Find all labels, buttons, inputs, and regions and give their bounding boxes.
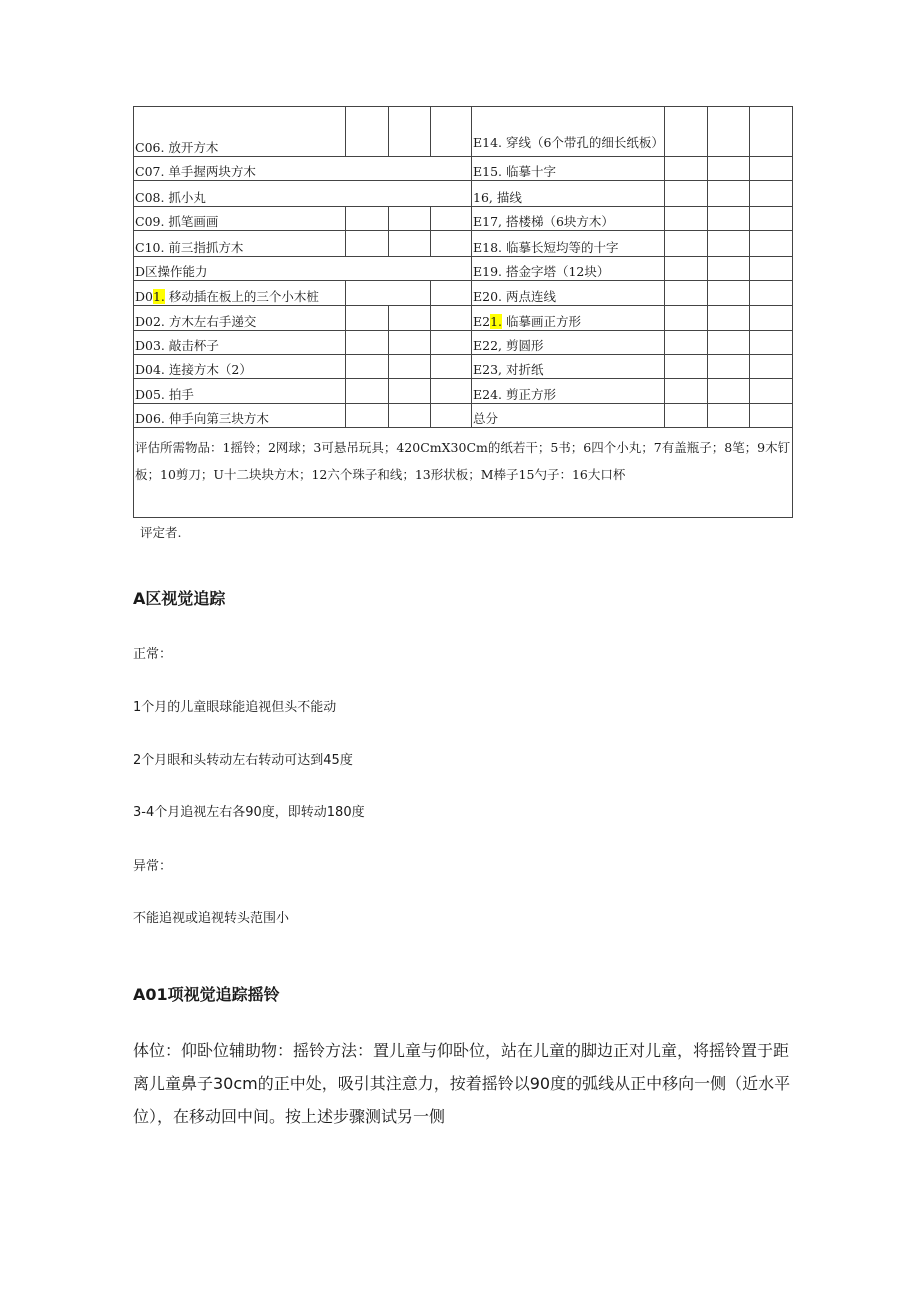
table-row <box>134 404 793 428</box>
table-row <box>134 379 793 404</box>
notes-row <box>134 428 793 518</box>
table-row <box>134 157 793 181</box>
item-cell: C06. 放开方木 <box>134 107 346 157</box>
normal-item: 2个月眼和头转动左右转动可达到45度 <box>133 753 353 768</box>
item-cell: D05. 拍手 <box>134 379 346 404</box>
item-cell: E15. 临摹十字 <box>472 157 665 181</box>
item-cell: E21. 临摹画正方形 <box>472 306 665 331</box>
item-cell: C07. 单手握两块方木 <box>134 157 472 181</box>
evaluator-label: 评定者. <box>140 525 182 540</box>
table-row <box>134 207 793 231</box>
item-cell: E20. 两点连线 <box>472 281 665 306</box>
evaluation-table <box>133 106 793 518</box>
item-cell: E19. 搭金字塔（12块） <box>472 257 665 281</box>
item-cell: D06. 伸手向第三块方木 <box>134 404 346 428</box>
total-score-label: 总分 <box>472 404 665 428</box>
table-row <box>134 231 793 257</box>
required-items-note: 评估所需物品：1摇铃；2网球；3可悬吊玩具；420CmX30Cm的纸若干；5书；6四个小丸；7有盖瓶子；8笔；9木钉板；10剪刀；U十二块块方木；12六个珠子和线；13形状板；M棒子15勺子：16大口杯 <box>134 428 793 518</box>
table-row <box>134 181 793 207</box>
table-row <box>134 306 793 331</box>
item-cell: E14. 穿线（6个带孔的细长纸板） <box>472 107 665 157</box>
normal-item: 1个月的儿童眼球能追视但头不能动 <box>133 700 337 715</box>
section-a01-title: A01项视觉追踪摇铃 <box>133 985 280 1004</box>
item-cell: C08. 抓小丸 <box>134 181 472 207</box>
normal-label: 正常： <box>133 647 173 662</box>
item-cell: E17, 搭楼梯（6块方木） <box>472 207 665 231</box>
item-cell: 16, 描线 <box>472 181 665 207</box>
item-cell: C09. 抓笔画画 <box>134 207 346 231</box>
table-row <box>134 355 793 379</box>
item-cell: E23, 对折纸 <box>472 355 665 379</box>
section-a-title: A区视觉追踪 <box>133 589 226 608</box>
highlight-mark: 1. <box>152 289 165 304</box>
table-row <box>134 257 793 281</box>
item-cell: D03. 敲击杯子 <box>134 331 346 355</box>
table-row <box>134 281 793 306</box>
item-cell: D01. 移动插在板上的三个小木桩 <box>134 281 346 306</box>
item-cell: C10. 前三指抓方木 <box>134 231 346 257</box>
item-cell: D04. 连接方木（2） <box>134 355 346 379</box>
normal-item: 3-4个月追视左右各90度，即转动180度 <box>133 805 365 820</box>
item-cell: D02. 方木左右手递交 <box>134 306 346 331</box>
abnormal-item: 不能追视或追视转头范围小 <box>133 911 290 926</box>
highlight-mark: 1. <box>490 314 503 329</box>
table-row <box>134 331 793 355</box>
section-a01-body: 体位：仰卧位辅助物：摇铃方法：置儿童与仰卧位，站在儿童的脚边正对儿童，将摇铃置于距离儿童鼻子30cm的正中处，吸引其注意力，按着摇铃以90度的弧线从正中移向一侧（近水平位），在移动回中间。按上述步骤测试另一侧 <box>133 1041 791 1126</box>
section-d-header: D区操作能力 <box>134 257 472 281</box>
item-cell: E22, 剪圆形 <box>472 331 665 355</box>
item-cell: E18. 临摹长短均等的十字 <box>472 231 665 257</box>
item-cell: E24. 剪正方形 <box>472 379 665 404</box>
abnormal-label: 异常： <box>133 859 173 874</box>
table-row <box>134 107 793 157</box>
